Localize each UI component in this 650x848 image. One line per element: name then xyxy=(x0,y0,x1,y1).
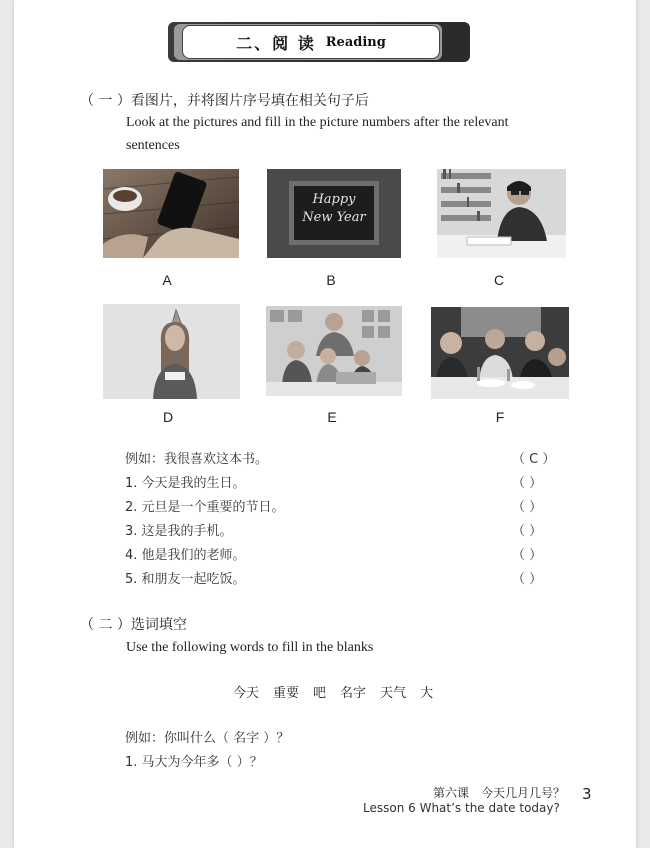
part1-example-answer: （ C ） xyxy=(512,452,556,467)
banner-face xyxy=(182,25,440,59)
part2-question-1[interactable]: 1. 马大为今年多（ ）？ xyxy=(125,755,263,770)
phone-and-coffee-photo xyxy=(103,169,239,258)
part2-example: 例如：你叫什么（ 名字 ）？ xyxy=(125,731,290,746)
part1-instruction-line2: sentences xyxy=(126,138,180,153)
birthday-girl-photo xyxy=(103,304,240,399)
picture-d xyxy=(103,304,240,399)
friends-dinner-photo xyxy=(431,307,569,399)
chalkboard-line-1: Happy xyxy=(312,192,356,207)
picture-e xyxy=(266,306,402,396)
part2-instruction: Use the following words to fill in the blanks xyxy=(126,640,374,655)
section-banner xyxy=(168,22,470,62)
footer-lesson-en: Lesson 6 What’s the date today? xyxy=(363,801,560,815)
part1-question-1: 1. 今天是我的生日。 xyxy=(125,476,246,491)
teacher-and-students-photo xyxy=(266,306,402,396)
part1-question-2: 2. 元旦是一个重要的节日。 xyxy=(125,500,285,515)
part1-instruction-line1: Look at the pictures and fill in the picture numbers after the relevant xyxy=(126,115,509,130)
part2-heading: （ 二 ）选词填空 xyxy=(80,617,187,633)
picture-b-label: B xyxy=(326,272,336,288)
picture-f-label: F xyxy=(495,409,505,425)
picture-e-label: E xyxy=(327,409,337,425)
word-bank-item: 名字 xyxy=(340,686,367,701)
part1-heading: （ 一 ）看图片，并将图片序号填在相关句子后 xyxy=(80,93,369,109)
part1-answer-blank-2[interactable]: （ ） xyxy=(512,500,543,515)
section-title-cn: 二、阅 读 xyxy=(236,33,316,53)
chalkboard-line-2: New Year xyxy=(302,210,366,225)
picture-c xyxy=(437,169,566,258)
part1-answer-blank-5[interactable]: （ ） xyxy=(512,572,543,587)
part1-answer-blank-4[interactable]: （ ） xyxy=(512,548,543,563)
picture-c-label: C xyxy=(493,272,505,288)
picture-d-label: D xyxy=(162,409,174,425)
page-number: 3 xyxy=(582,785,592,803)
picture-b xyxy=(267,169,401,258)
part1-question-5: 5. 和朋友一起吃饭。 xyxy=(125,572,246,587)
word-bank-item: 吧 xyxy=(313,686,327,701)
picture-a xyxy=(103,169,239,258)
part1-example: 例如：我很喜欢这本书。 xyxy=(125,452,269,467)
word-bank-item: 今天 xyxy=(233,686,260,701)
picture-f xyxy=(431,307,569,399)
part1-question-3: 3. 这是我的手机。 xyxy=(125,524,233,539)
part1-answer-blank-3[interactable]: （ ） xyxy=(512,524,543,539)
word-bank-item: 大 xyxy=(420,686,434,701)
word-bank-item: 天气 xyxy=(380,686,407,701)
chalkboard-text xyxy=(296,191,372,227)
word-bank-item: 重要 xyxy=(273,686,300,701)
picture-a-label: A xyxy=(162,272,172,288)
man-writing-photo xyxy=(437,169,566,258)
footer-lesson-cn: 第六课 今天几月几号？ xyxy=(433,786,566,800)
word-bank xyxy=(233,682,433,701)
part1-question-4: 4. 他是我们的老师。 xyxy=(125,548,246,563)
part1-answer-blank-1[interactable]: （ ） xyxy=(512,476,543,491)
section-title-en: Reading xyxy=(325,34,386,50)
